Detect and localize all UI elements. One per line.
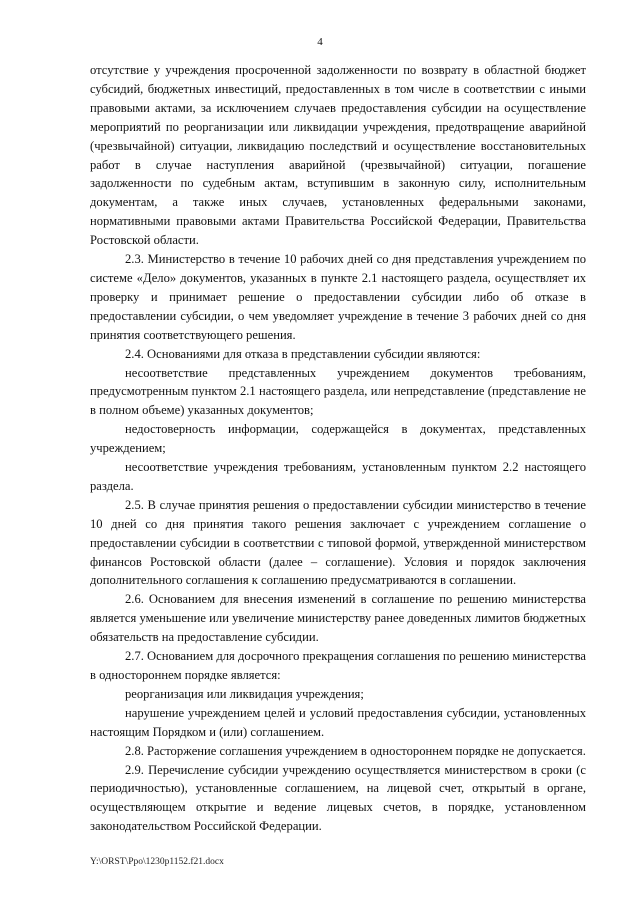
paragraph: несоответствие учреждения требованиям, установленным пунктом 2.2 настоящего раздела. <box>90 460 586 493</box>
document-body <box>90 61 586 836</box>
paragraph: 2.4. Основаниями для отказа в представлении субсидии являются: <box>125 346 481 361</box>
paragraph: 2.7. Основанием для досрочного прекращения соглашения по решению министерства в одностороннем порядке является: <box>90 649 586 682</box>
paragraph: 2.9. Перечисление субсидии учреждению осуществляется министерством в сроки (с периодичностью), установленные соглашением, на лицевой счет, открытый в органе, осуществляющем открытие и ведение лицевых счетов, в порядке, установленном законодательством Российской Федерации. <box>90 762 586 834</box>
paragraph: 2.3. Министерство в течение 10 рабочих дней со дня представления учреждением по системе «Дело» документов, указанных в пункте 2.1 настоящего раздела, осуществляет их проверку и принимает решение о предоставлении субсидии либо об отказе в предоставлении субсидии, о чем уведомляет учреждение в течение 3 рабочих дней со дня принятия соответствующего решения. <box>90 252 586 342</box>
paragraph: реорганизация или ликвидация учреждения; <box>125 686 364 701</box>
paragraph: 2.8. Расторжение соглашения учреждением в одностороннем порядке не допускается. <box>125 743 586 758</box>
paragraph: нарушение учреждением целей и условий предоставления субсидии, установленных настоящим Порядком и (или) соглашением. <box>90 705 586 739</box>
paragraph: отсутствие у учреждения просроченной задолженности по возврату в областной бюджет субсидий, бюджетных инвестиций, предоставленных в том числе в соответствии с иными правовыми актами, за исключением случаев предоставления субсидии на осуществление мероприятий по реорганизации или ликвидации учреждения, предотвращение аварийной (чрезвычайной) ситуации, ликвидацию последствий и осуществление восстановительных работ в случае наступления аварийной (чрезвычайной) ситуации, погашение задолженности по судебным актам, вступившим в законную силу, исполнительным документам, а также иных случаев, установленных федеральными законами, нормативными правовыми актами Правительства Российской Федерации, Правительства Ростовской области. <box>90 63 586 248</box>
paragraph: несоответствие представленных учреждением документов требованиям, предусмотренным пунктом 2.1 настоящего раздела, или непредставление (представление не в полном объеме) указанных документов; <box>90 365 586 418</box>
paragraph: недостоверность информации, содержащейся в документах, представленных учреждением; <box>90 422 586 456</box>
paragraph: 2.6. Основанием для внесения изменений в соглашение по решению министерства является уменьшение или увеличение министерству ранее доведенных лимитов бюджетных обязательств на предоставление субсидии. <box>90 592 586 645</box>
footer-file-path: Y:\ORST\Ppo\1230p1152.f21.docx <box>90 857 224 867</box>
page-number: 4 <box>317 36 323 48</box>
paragraph: 2.5. В случае принятия решения о предоставлении субсидии министерство в течение 10 дней со дня принятия такого решения заключает с учреждением соглашение о предоставлении субсидии в соответствии с типовой формой, утвержденной министерством финансов Ростовской области (далее – соглашение). Условия и порядок заключения дополнительного соглашения к соглашению предусматриваются в соглашении. <box>90 497 586 588</box>
